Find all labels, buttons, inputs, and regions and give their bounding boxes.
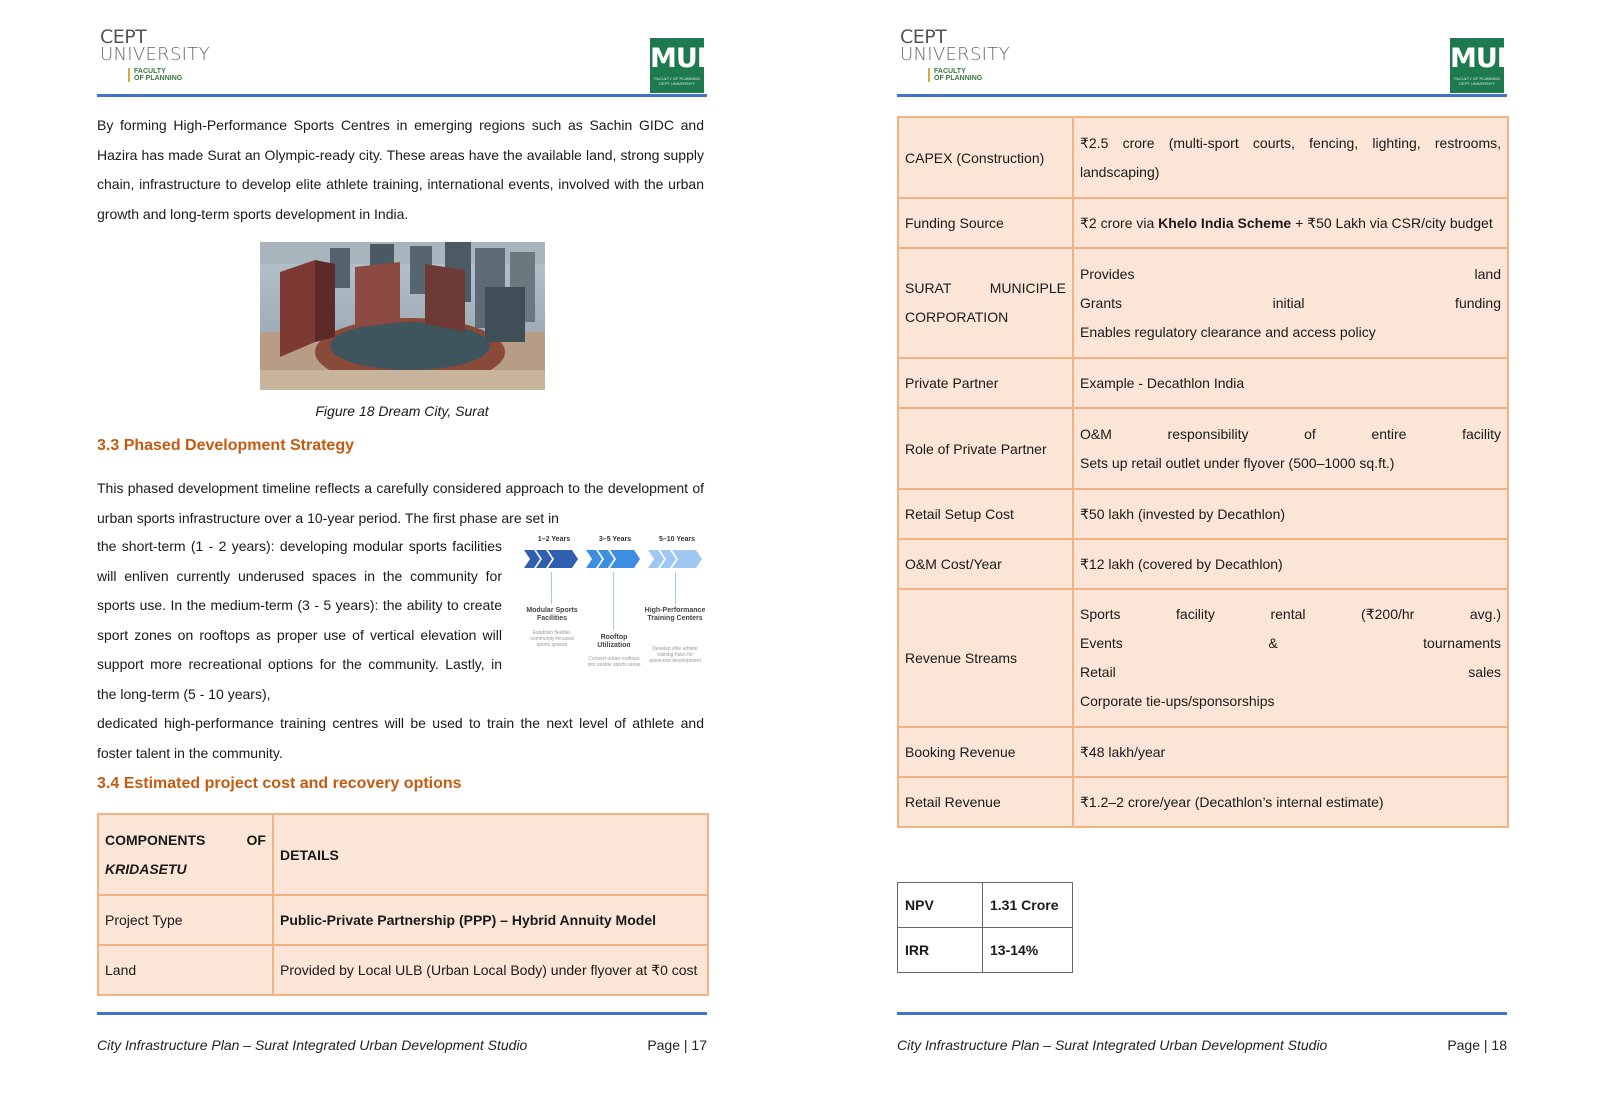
table-row: SURAT MUNICIPLE CORPORATION Provides land Grants initial funding Enables regulatory clearance and access policy xyxy=(898,248,1508,358)
timeline-desc: Establish flexible, community-focused sports spaces xyxy=(530,630,574,648)
footer-title: City Infrastructure Plan – Surat Integrated Urban Development Studio xyxy=(897,1037,1328,1053)
page-number: Page | 17 xyxy=(647,1037,707,1053)
table-row: Role of Private Partner O&M responsibility of entire facility Sets up retail outlet under flyover (500–1000 sq.ft.) xyxy=(898,408,1508,489)
heading-project-cost: 3.4 Estimated project cost and recovery options xyxy=(97,775,462,792)
timeline-year: 3–5 Years xyxy=(598,536,632,543)
table-row: COMPONENTS OF KRIDASETU DETAILS xyxy=(98,814,708,895)
table-row: Project Type Public-Private Partnership (PPP) – Hybrid Annuity Model xyxy=(98,895,708,945)
timeline-chevrons-phase-3 xyxy=(648,550,702,568)
phased-timeline-graphic xyxy=(524,536,706,686)
header-rule xyxy=(897,94,1507,97)
page-number: Page | 18 xyxy=(1447,1037,1507,1053)
mui-logo: MUI FACULTY OF PLANNING CEPT UNIVERSITY xyxy=(650,38,704,93)
mui-logo: MUI FACULTY OF PLANNING CEPT UNIVERSITY xyxy=(1450,38,1504,93)
page-18 xyxy=(897,0,1537,1119)
footer-title: City Infrastructure Plan – Surat Integrated Urban Development Studio xyxy=(97,1037,528,1053)
cept-university-logo: CEPT UNIVERSITY FACULTY OF PLANNING xyxy=(900,26,1010,82)
timeline-chevrons-phase-1 xyxy=(524,550,578,568)
table-header-details: DETAILS xyxy=(273,814,708,895)
phased-paragraph-top: This phased development timeline reflects a carefully considered approach to the development of urban sports infrastructure over a 10-year period. The first phase are set in xyxy=(97,480,704,526)
table-row: Revenue Streams Sports facility rental (₹200/hr avg.) Events & tournaments Retail sales Corporate tie-ups/sponsorships xyxy=(898,589,1508,727)
timeline-title: High-Performance Training Centers xyxy=(644,607,706,622)
npv-irr-table xyxy=(897,882,1073,973)
table-row: Funding Source ₹2 crore via Khelo India Scheme + ₹50 Lakh via CSR/city budget xyxy=(898,198,1508,248)
table-row: CAPEX (Construction) ₹2.5 crore (multi-sport courts, fencing, lighting, restrooms, landscaping) xyxy=(898,117,1508,198)
table-row: Retail Revenue ₹1.2–2 crore/year (Decathlon’s internal estimate) xyxy=(898,777,1508,827)
heading-phased-development: 3.3 Phased Development Strategy xyxy=(97,437,354,454)
table-row: Land Provided by Local ULB (Urban Local Body) under flyover at ₹0 cost xyxy=(98,945,708,995)
timeline-chevrons-phase-2 xyxy=(586,550,640,568)
timeline-desc: Convert urban rooftops into usable sports areas xyxy=(587,656,641,668)
table-row: NPV 1.31 Crore xyxy=(898,883,1073,928)
table-row: IRR 13-14% xyxy=(898,928,1073,973)
project-cost-table xyxy=(97,813,709,996)
dream-city-photo xyxy=(260,242,545,390)
page-17 xyxy=(97,0,737,1119)
phased-paragraph-tail: dedicated high-performance training centres will be used to train the next level of athlete and foster talent in the community. xyxy=(97,715,704,761)
intro-paragraph: By forming High-Performance Sports Centres in emerging regions such as Sachin GIDC and Hazira has made Surat an Olympic-ready city. These areas have the available land, strong supply chain, infrastructure to develop elite athlete training, international events, involved with the urban growth and long-term sports development in India. xyxy=(97,117,704,222)
footer-rule xyxy=(97,1012,707,1015)
table-row: Booking Revenue ₹48 lakh/year xyxy=(898,727,1508,777)
recovery-options-table xyxy=(897,116,1509,828)
timeline-year: 1–2 Years xyxy=(537,536,571,543)
timeline-title: Modular Sports Facilities xyxy=(526,607,578,622)
cept-university-logo: CEPT UNIVERSITY FACULTY OF PLANNING xyxy=(100,26,210,82)
timeline-desc: Develop elite athlete training hubs for advanced development xyxy=(649,646,701,664)
phased-paragraph-wrap: the short-term (1 - 2 years): developing modular sports facilities will enliven currently underused spaces in the community for sports use. In the medium-term (3 - 5 years): the ability to create sport zones on rooftops as proper use of vertical elevation will support more recreational options for the community. Lastly, in the long-term (5 - 10 years), xyxy=(97,538,502,702)
footer-rule xyxy=(897,1012,1507,1015)
header-rule xyxy=(97,94,707,97)
timeline-title: Rooftop Utilization xyxy=(597,634,631,649)
timeline-year: 5–10 Years xyxy=(658,536,696,543)
table-row: O&M Cost/Year ₹12 lakh (covered by Decathlon) xyxy=(898,539,1508,589)
table-row: Private Partner Example - Decathlon India xyxy=(898,358,1508,408)
table-row: Retail Setup Cost ₹50 lakh (invested by Decathlon) xyxy=(898,489,1508,539)
figure-caption: Figure 18 Dream City, Surat xyxy=(315,403,489,419)
